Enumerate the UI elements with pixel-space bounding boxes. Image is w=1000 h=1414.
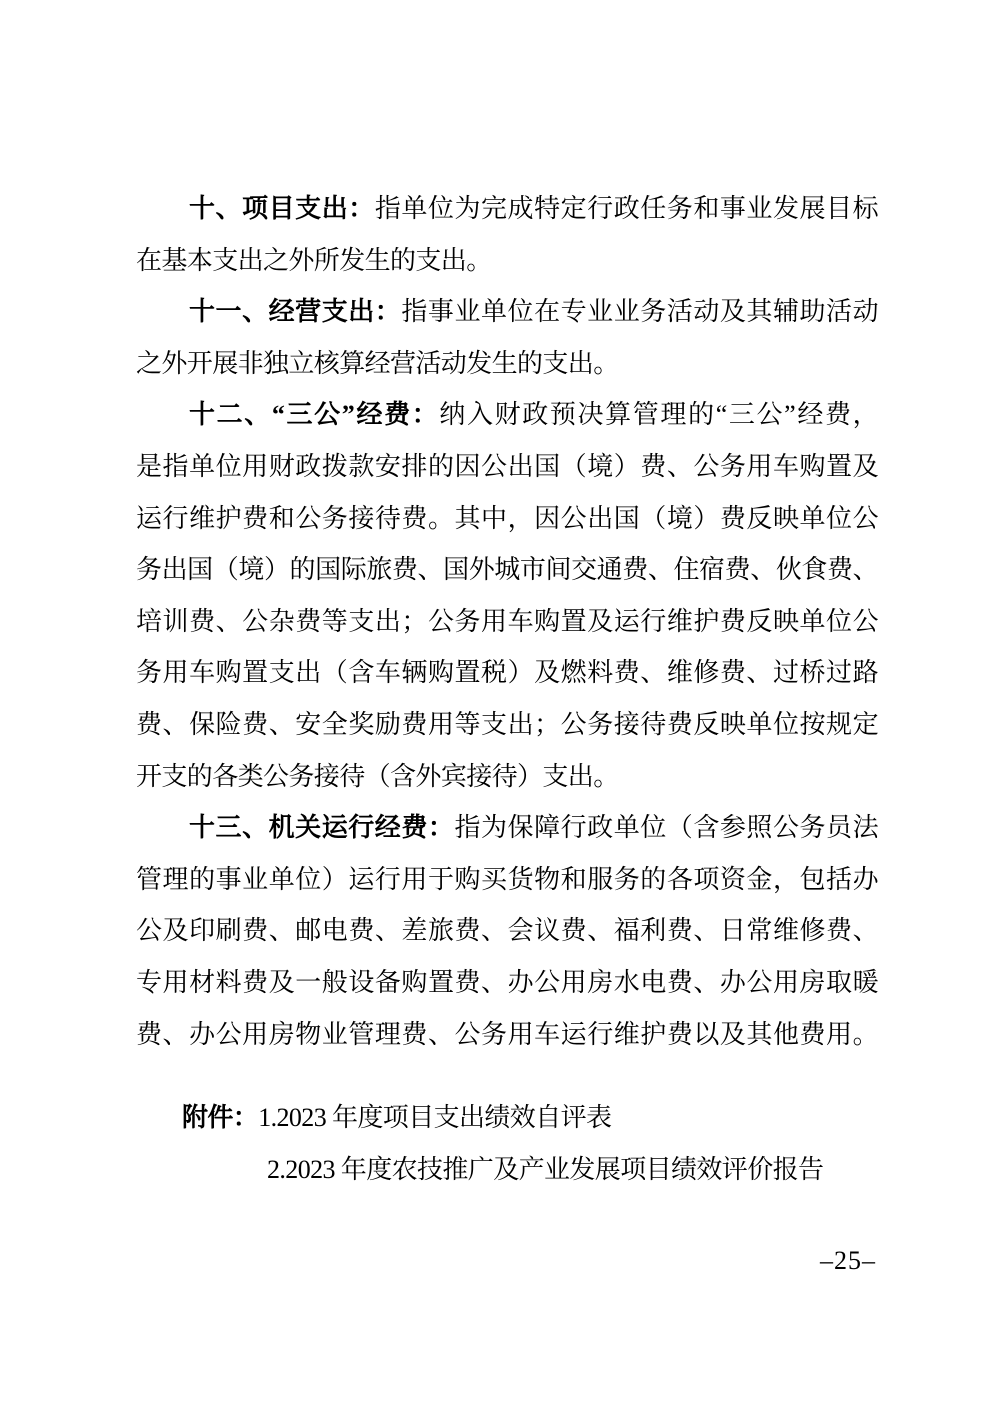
line-text: 纳入财政预决算管理的“三公”经费，: [439, 400, 878, 430]
attachment-line: [136, 1144, 878, 1196]
text-line: [136, 441, 878, 493]
line-text: 管理的事业单位）运行用于购买货物和服务的各项资金，包括办: [136, 864, 878, 894]
text-line: [136, 647, 878, 699]
attachments-section: [136, 1092, 878, 1195]
line-text: 指为保障行政单位（含参照公务员法: [454, 813, 878, 843]
text-line: [136, 389, 878, 441]
text-line: [136, 493, 878, 545]
body-text: [136, 183, 878, 1195]
line-text: 之外开展非独立核算经营活动发生的支出。: [136, 348, 619, 378]
text-line: [136, 596, 878, 648]
line-text: 培训费、公杂费等支出；公务用车购置及运行维护费反映单位公: [136, 606, 878, 636]
text-line: [136, 286, 878, 338]
line-text: 指单位为完成特定行政任务和事业发展目标: [374, 194, 878, 223]
line-text: 开支的各类公务接待（含外宾接待）支出。: [136, 761, 619, 791]
attachment-line: [136, 1092, 878, 1144]
text-line: [136, 699, 878, 751]
text-line: [136, 235, 878, 287]
attachment-item: 2.2023 年度农技推广及产业发展项目绩效评价报告: [267, 1154, 824, 1184]
text-line: [136, 338, 878, 390]
attachment-item: 1.2023 年度项目支出绩效自评表: [258, 1103, 612, 1133]
text-line: [136, 854, 878, 906]
line-text: 费、保险费、安全奖励费用等支出；公务接待费反映单位按规定: [136, 709, 878, 739]
line-text: 公及印刷费、邮电费、差旅费、会议费、福利费、日常维修费、: [136, 916, 878, 946]
line-text: 运行维护费和公务接待费。其中，因公出国（境）费反映单位公: [136, 503, 878, 533]
term-label: 十、项目支出：: [189, 194, 375, 223]
line-text: 务用车购置支出（含车辆购置税）及燃料费、维修费、过桥过路: [136, 658, 878, 688]
line-text: 务出国（境）的国际旅费、国外城市间交通费、住宿费、伙食费、: [136, 555, 878, 585]
text-line: [136, 751, 878, 803]
term-label: 十一、经营支出：: [189, 297, 402, 327]
line-text: 费、办公用房物业管理费、公务用车运行维护费以及其他费用。: [136, 1019, 878, 1049]
line-text: 专用材料费及一般设备购置费、办公用房水电费、办公用房取暖: [136, 967, 878, 997]
term-label: 十二、“三公”经费：: [189, 400, 440, 430]
line-text: 是指单位用财政拨款安排的因公出国（境）费、公务用车购置及: [136, 451, 878, 481]
line-text: 指事业单位在专业业务活动及其辅助活动: [401, 297, 879, 327]
text-line: [136, 957, 878, 1009]
line-text: 在基本支出之外所发生的支出。: [136, 245, 492, 275]
text-line: [136, 802, 878, 854]
attachment-label: 附件：: [182, 1103, 259, 1133]
text-line: [136, 905, 878, 957]
text-line: [136, 183, 878, 235]
term-label: 十三、机关运行经费：: [189, 813, 455, 843]
text-line: [136, 544, 878, 596]
text-line: [136, 1009, 878, 1061]
page-number: –25–: [820, 1246, 876, 1275]
